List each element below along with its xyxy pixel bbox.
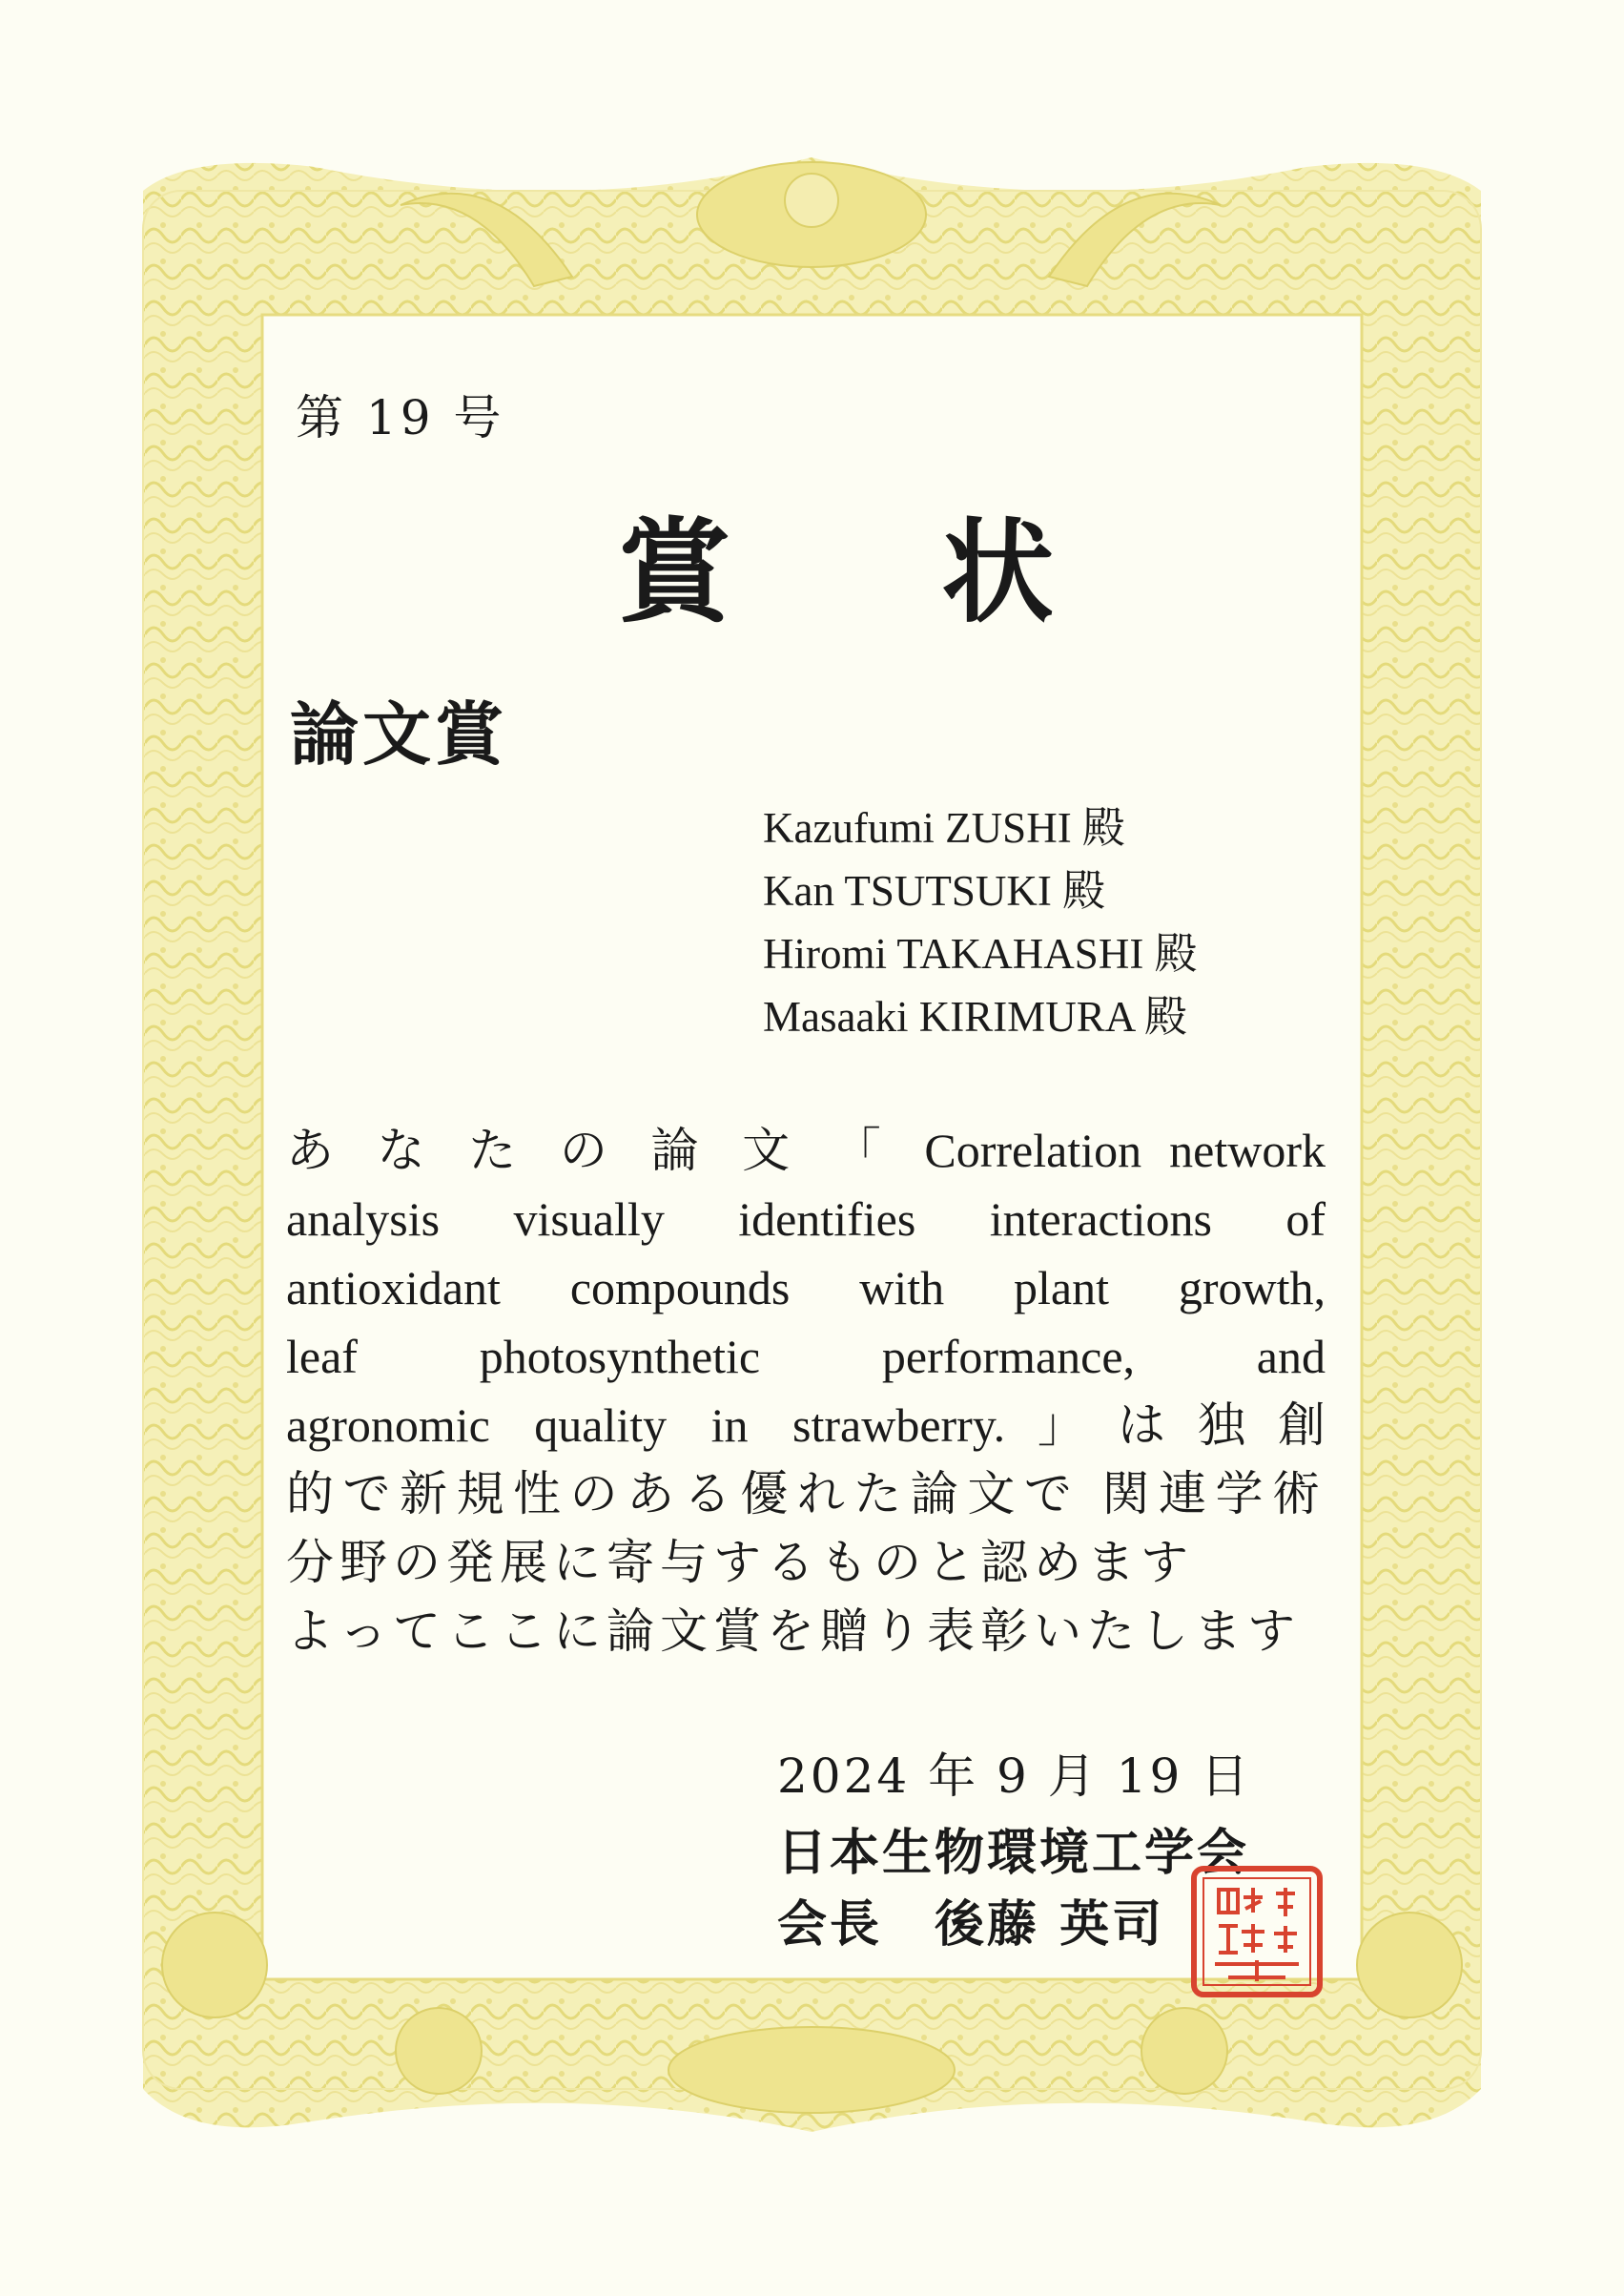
citation-line: agronomic quality in strawberry.」は独創 — [286, 1398, 1326, 1452]
official-seal-icon — [1190, 1865, 1324, 1998]
citation-line: leaf photosynthetic performance, and — [286, 1330, 1326, 1383]
president-name: 会長 後藤 英司 — [777, 1895, 1165, 1954]
citation-line: antioxidant compounds with plant growth, — [286, 1261, 1326, 1314]
recipient-list — [763, 796, 1198, 1048]
society-name: 日本生物環境工学会 — [777, 1824, 1250, 1882]
citation-text — [286, 1116, 1326, 1665]
recipient-name: Kazufumi ZUSHI 殿 — [763, 804, 1125, 852]
certificate-number: 第 19 号 — [296, 390, 505, 445]
citation-line: 的で新規性のある優れた論文で 関連学術 — [286, 1467, 1326, 1520]
award-name: 論文賞 — [290, 693, 508, 775]
recipient-name: Masaaki KIRIMURA 殿 — [763, 993, 1187, 1041]
certificate-title: 賞 状 — [618, 506, 1141, 638]
citation-line: あ な た の 論 文 「 Correlation network — [286, 1124, 1326, 1177]
award-date: 2024 年 9 月 19 日 — [777, 1748, 1252, 1804]
recipient-name: Hiromi TAKAHASHI 殿 — [763, 930, 1198, 978]
recipient-name: Kan TSUTSUKI 殿 — [763, 867, 1106, 915]
citation-line: よってここに論文賞を贈り表彰いたします — [286, 1604, 1301, 1658]
citation-line: 分野の発展に寄与するものと認めます — [286, 1536, 1194, 1589]
citation-line: analysis visually identifies interactions of — [286, 1192, 1326, 1246]
